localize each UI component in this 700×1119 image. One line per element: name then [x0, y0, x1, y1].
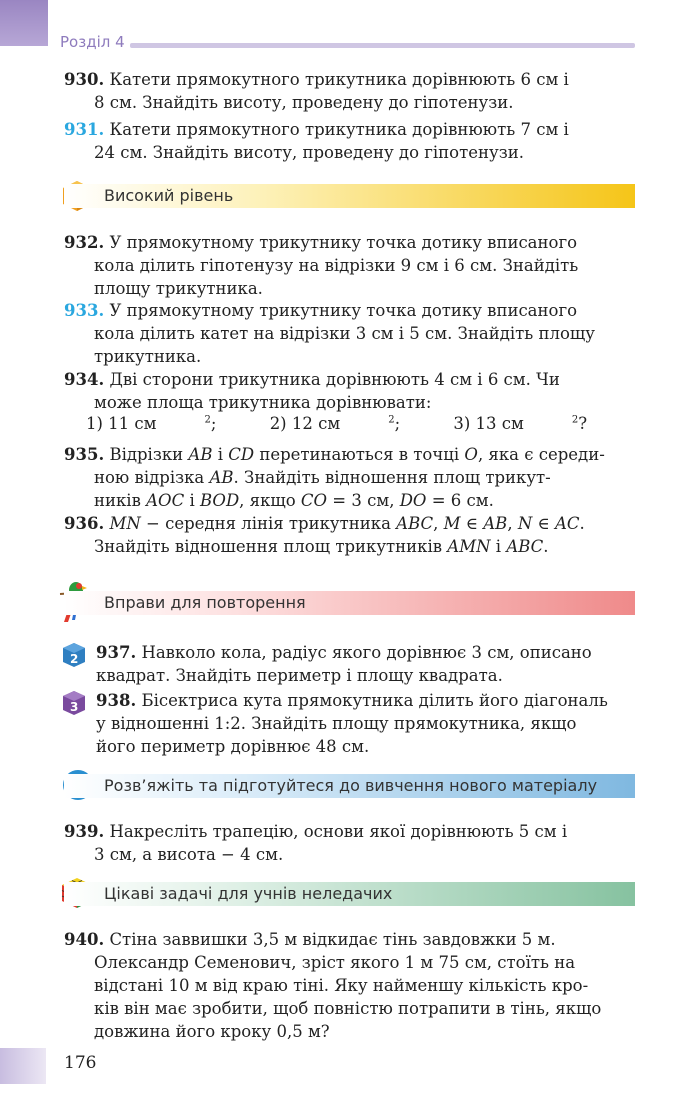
banner-prepare [64, 774, 635, 798]
problem-text: 3 см, а висота − 4 см. [94, 845, 284, 864]
problem-940 [64, 928, 635, 1043]
problem-text: Катети прямокутного трикутника дорівнюють 7 см і [109, 120, 569, 139]
problem-text: У прямокутному трикутнику точка дотику вписаного [109, 301, 578, 320]
banner-label: Розв’яжіть та підготуйтеся до вивчення нового матеріалу [104, 776, 598, 795]
problem-text: відстані 10 м від краю тіні. Яку найменшу кількість кро- [94, 976, 589, 995]
problem-text: довжина його кроку 0,5 м? [94, 1022, 330, 1041]
problem-text: ків він має зробити, щоб повністю потрапити в тінь, якщо [94, 999, 602, 1018]
problem-number: 936. [64, 514, 105, 533]
problem-number: 931. [64, 120, 105, 139]
problem-936: 936. MN − середня лінія трикутника ABC, M ∈ AB, N ∈ AC. Знайдіть відношення площ трикутників AMN і ABC. [64, 512, 635, 558]
banner-repeat [64, 591, 635, 615]
problem-text: Дві сторони трикутника дорівнюють 4 см і 6 см. Чи [109, 370, 560, 389]
problem-939 [64, 820, 635, 866]
banner-high-level [64, 184, 635, 208]
problem-935: 935. Відрізки AB і CD перетинаються в точці O, яка є середи- ною відрізка AB. Знайдіть відношення площ трикут- ників AOC і BOD, якщо CO = 3 см, DO = 6 см. [64, 443, 635, 512]
problem-number: 933. [64, 301, 105, 320]
banner-label: Цікаві задачі для учнів неледачих [104, 884, 393, 903]
problem-text: ною відрізка AB. Знайдіть відношення площ трикут- [94, 468, 551, 487]
page-number: 176 [64, 1053, 97, 1073]
problem-text: кола ділить гіпотенузу на відрізки 9 см і 6 см. Знайдіть [94, 256, 579, 275]
problem-937 [64, 641, 635, 687]
problem-number: 938. [96, 691, 137, 710]
problem-text: Олександр Семенович, зріст якого 1 м 75 см, стоїть на [94, 953, 576, 972]
problem-text: трикутника. [94, 347, 202, 366]
chapter-rule [130, 43, 635, 48]
problem-text: кола ділить катет на відрізки 3 см і 5 см. Знайдіть площу [94, 324, 595, 343]
option-1: 1) 11 см $^2$; [86, 414, 217, 433]
option-2: 2) 12 см $^2$; [269, 414, 401, 433]
option-3: 3) 13 см $^2$? [453, 414, 588, 433]
problem-number: 932. [64, 233, 105, 252]
problem-text: Бісектриса кута прямокутника ділить його діагональ [141, 691, 608, 710]
problem-text: площу трикутника. [94, 279, 263, 298]
problem-text: може площа трикутника дорівнювати: [94, 393, 432, 412]
problem-931 [64, 118, 635, 164]
problem-number: 935. [64, 445, 105, 464]
problem-text: його периметр дорівнює 48 см. [96, 737, 370, 756]
problem-text: У прямокутному трикутнику точка дотику вписаного [109, 233, 578, 252]
problem-text: Знайдіть відношення площ трикутників AMN і ABC. [94, 537, 549, 556]
problem-text: 8 см. Знайдіть висоту, проведену до гіпотенузи. [94, 93, 514, 112]
badge-number: 2 [70, 652, 79, 666]
banner-label: Високий рівень [104, 186, 234, 205]
problem-text: ників AOC і BOD, якщо CO = 3 см, DO = 6 см. [94, 491, 494, 510]
problem-text: 24 см. Знайдіть висоту, проведену до гіпотенузи. [94, 143, 524, 162]
corner-tab [0, 0, 48, 46]
problem-number: 939. [64, 822, 105, 841]
problem-text: Стіна заввишки 3,5 м відкидає тінь завдовжки 5 м. [109, 930, 556, 949]
answer-options [86, 414, 635, 433]
problem-number: 930. [64, 70, 105, 89]
banner-fun [64, 882, 635, 906]
page-corner [0, 1048, 46, 1084]
banner-label: Вправи для повторення [104, 593, 306, 612]
problem-number: 934. [64, 370, 105, 389]
problem-933 [64, 299, 635, 368]
problem-text: Навколо кола, радіус якого дорівнює 3 см, описано [141, 643, 592, 662]
problem-text: Катети прямокутного трикутника дорівнюють 6 см і [109, 70, 569, 89]
badge-number: 3 [70, 700, 79, 714]
problem-938 [64, 689, 635, 758]
problem-932 [64, 231, 635, 300]
problem-number: 940. [64, 930, 105, 949]
chapter-label: Розділ 4 [60, 33, 125, 51]
problem-930 [64, 68, 635, 114]
problem-number: 937. [96, 643, 137, 662]
problem-text: квадрат. Знайдіть периметр і площу квадрата. [96, 666, 503, 685]
problem-934 [64, 368, 635, 414]
problem-text: у відношенні 1:2. Знайдіть площу прямокутника, якщо [96, 714, 577, 733]
problem-text: Накресліть трапецію, основи якої дорівнюють 5 см і [109, 822, 568, 841]
